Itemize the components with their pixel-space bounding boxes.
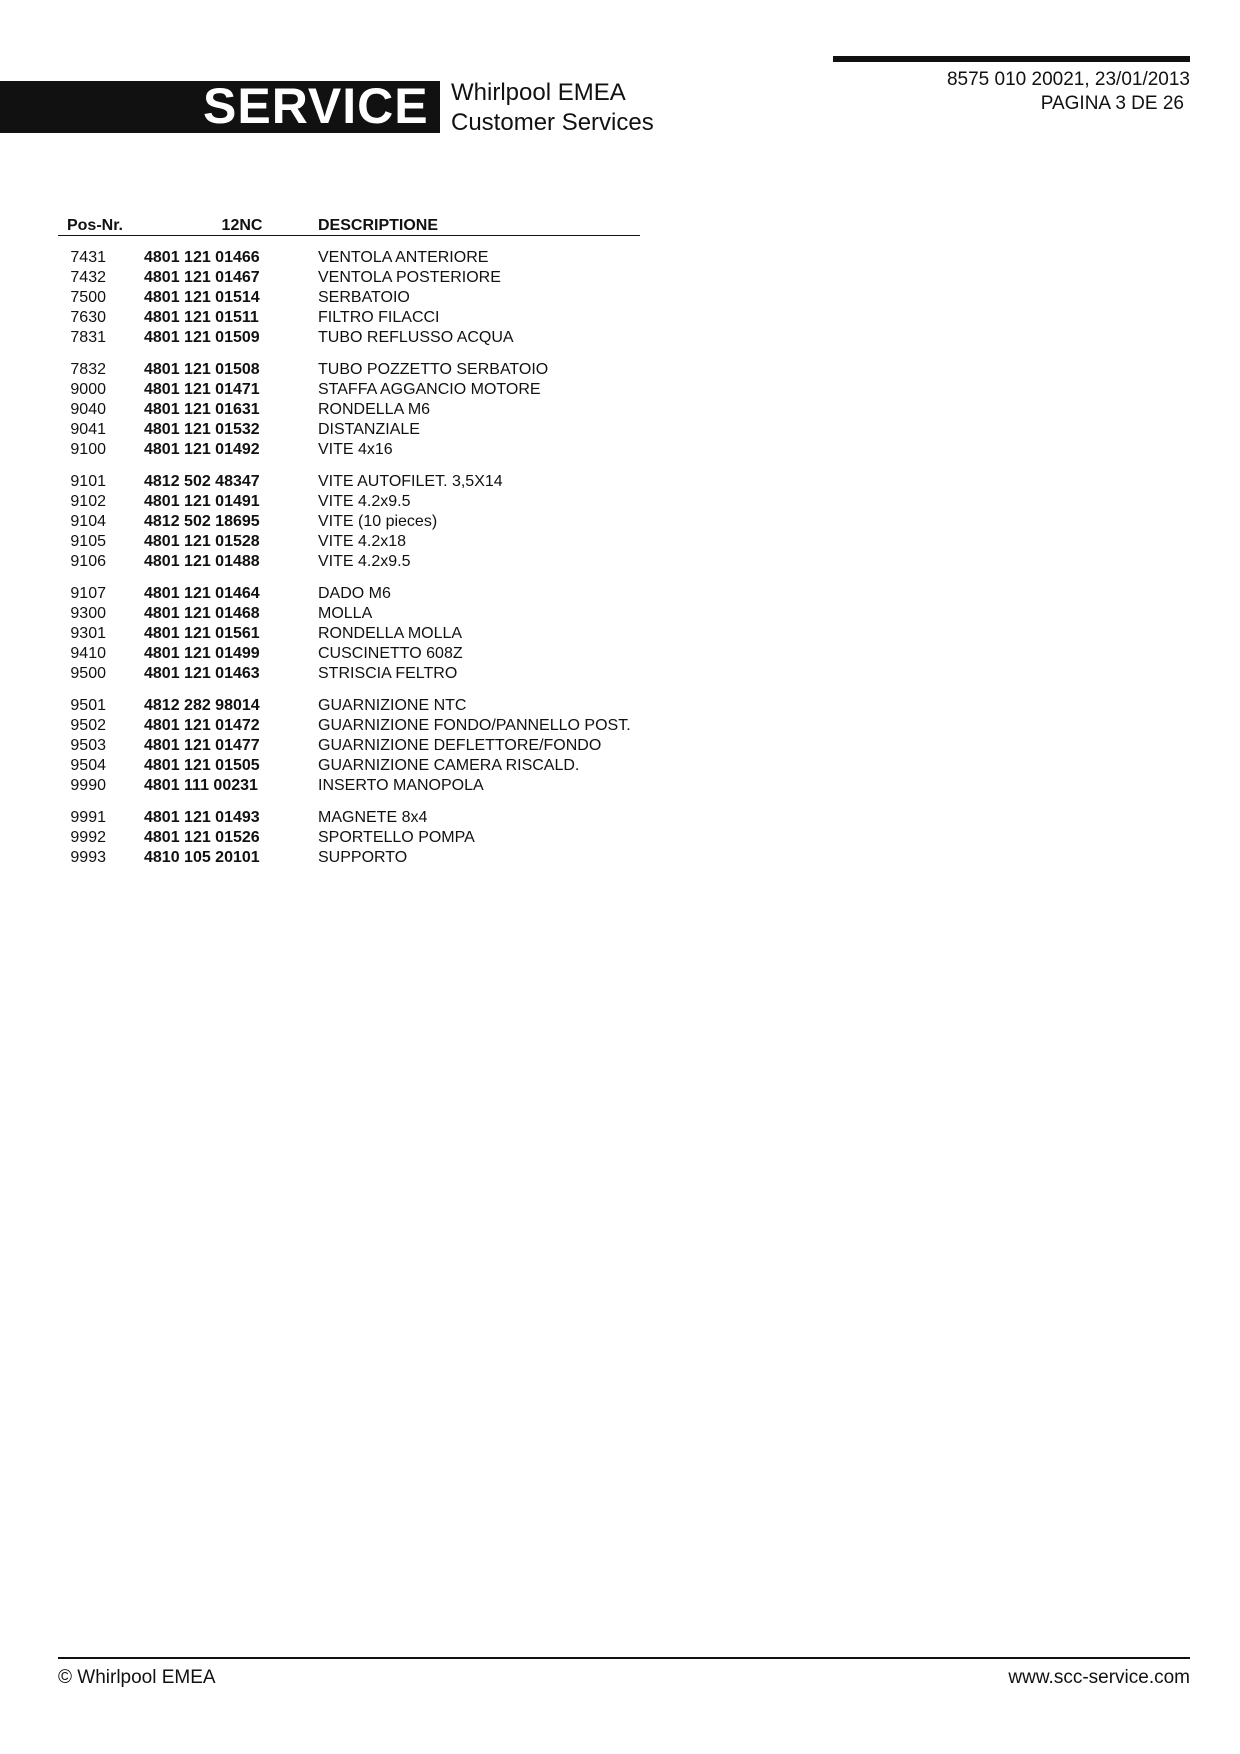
table-group-gap — [58, 460, 640, 472]
table-header-row — [58, 213, 640, 236]
table-row — [58, 308, 640, 328]
part-description: MAGNETE 8x4 — [318, 809, 428, 826]
table-row — [58, 360, 640, 380]
part-position: 9106 — [70, 553, 106, 570]
table-row — [58, 380, 640, 400]
part-description: SERBATOIO — [318, 289, 410, 306]
part-description: CUSCINETTO 608Z — [318, 645, 463, 662]
table-row — [58, 624, 640, 644]
table-row — [58, 472, 640, 492]
part-position: 9991 — [70, 809, 106, 826]
part-12nc: 4801 121 01508 — [144, 361, 260, 378]
table-row — [58, 776, 640, 796]
part-12nc: 4801 121 01472 — [144, 717, 260, 734]
column-header-pos: Pos-Nr. — [58, 213, 132, 236]
table-row — [58, 420, 640, 440]
table-row — [58, 736, 640, 756]
part-position: 9300 — [70, 605, 106, 622]
table-row — [58, 664, 640, 684]
table-row — [58, 512, 640, 532]
part-position: 9502 — [70, 717, 106, 734]
part-position: 9041 — [70, 421, 106, 438]
part-description: INSERTO MANOPOLA — [318, 777, 484, 794]
doc-number-date: 8575 010 20021, 23/01/2013 — [946, 69, 1190, 90]
table-row — [58, 584, 640, 604]
part-12nc: 4801 121 01561 — [144, 625, 260, 642]
part-description: GUARNIZIONE DEFLETTORE/FONDO — [318, 737, 602, 754]
part-position: 9104 — [70, 513, 106, 530]
table-group-gap — [58, 684, 640, 696]
part-description: VITE (10 pieces) — [318, 513, 438, 530]
part-12nc: 4801 121 01514 — [144, 289, 260, 306]
table-row — [58, 552, 640, 572]
parts-table — [58, 213, 640, 868]
part-description: VITE AUTOFILET. 3,5X14 — [318, 473, 503, 490]
part-position: 9107 — [70, 585, 106, 602]
table-row — [58, 440, 640, 460]
header-rule — [833, 56, 1190, 62]
column-header-description: DESCRIPTIONE — [318, 213, 640, 236]
part-12nc: 4801 121 01466 — [144, 249, 260, 266]
part-description: RONDELLA M6 — [318, 401, 431, 418]
part-description: VITE 4.2x9.5 — [318, 493, 411, 510]
part-description: FILTRO FILACCI — [318, 309, 440, 326]
part-description: SUPPORTO — [318, 849, 408, 866]
part-position: 7832 — [70, 361, 106, 378]
table-row — [58, 532, 640, 552]
part-12nc: 4801 121 01468 — [144, 605, 260, 622]
table-row — [58, 716, 640, 736]
part-description: SPORTELLO POMPA — [318, 829, 475, 846]
part-description: GUARNIZIONE NTC — [318, 697, 467, 714]
website-link[interactable]: www.scc-service.com — [1008, 1667, 1190, 1688]
table-row — [58, 288, 640, 308]
part-position: 9500 — [70, 665, 106, 682]
document-reference — [947, 68, 1190, 116]
part-position: 9000 — [70, 381, 106, 398]
part-12nc: 4801 121 01463 — [144, 665, 260, 682]
part-position: 9410 — [70, 645, 106, 662]
part-description: VITE 4x16 — [318, 441, 393, 458]
part-12nc: 4801 121 01511 — [144, 309, 259, 326]
part-position: 7831 — [70, 329, 106, 346]
part-description: DADO M6 — [318, 585, 391, 602]
part-description: STAFFA AGGANCIO MOTORE — [318, 381, 541, 398]
brand-line-1: Whirlpool EMEA — [451, 79, 626, 106]
part-12nc: 4801 121 01488 — [144, 553, 260, 570]
table-row — [58, 328, 640, 348]
part-description: RONDELLA MOLLA — [318, 625, 463, 642]
part-12nc: 4801 111 00231 — [144, 777, 258, 794]
part-description: VITE 4.2x9.5 — [318, 553, 411, 570]
part-12nc: 4801 121 01467 — [144, 269, 260, 286]
part-12nc: 4801 121 01528 — [144, 533, 260, 550]
part-position: 9102 — [70, 493, 106, 510]
part-12nc: 4801 121 01491 — [144, 493, 260, 510]
part-12nc: 4812 282 98014 — [144, 697, 260, 714]
table-row — [58, 492, 640, 512]
part-12nc: 4812 502 48347 — [144, 473, 260, 490]
table-row — [58, 268, 640, 288]
parts-table-body — [58, 236, 640, 869]
part-description: TUBO REFLUSSO ACQUA — [318, 329, 514, 346]
part-position: 7432 — [70, 269, 106, 286]
part-12nc: 4801 121 01464 — [144, 585, 260, 602]
part-position: 7431 — [70, 249, 106, 266]
part-position: 9992 — [70, 829, 106, 846]
brand-block — [451, 78, 654, 138]
table-row — [58, 644, 640, 664]
part-12nc: 4810 105 20101 — [144, 849, 260, 866]
part-position: 9990 — [70, 777, 106, 794]
part-position: 9501 — [70, 697, 106, 714]
part-12nc: 4801 121 01631 — [144, 401, 260, 418]
page-number: PAGINA 3 DE 26 — [1040, 93, 1184, 114]
part-description: VENTOLA ANTERIORE — [318, 249, 489, 266]
part-position: 9101 — [70, 473, 106, 490]
footer-rule — [58, 1657, 1190, 1659]
part-position: 9993 — [70, 849, 106, 866]
part-description: VENTOLA POSTERIORE — [318, 269, 501, 286]
part-description: GUARNIZIONE CAMERA RISCALD. — [318, 757, 580, 774]
part-12nc: 4801 121 01493 — [144, 809, 260, 826]
table-row — [58, 828, 640, 848]
table-row — [58, 248, 640, 268]
part-description: GUARNIZIONE FONDO/PANNELLO POST. — [318, 717, 631, 734]
service-label: SERVICE — [203, 78, 429, 134]
part-description: VITE 4.2x18 — [318, 533, 407, 550]
table-group-gap — [58, 572, 640, 584]
part-12nc: 4812 502 18695 — [144, 513, 260, 530]
table-row — [58, 756, 640, 776]
part-position: 9504 — [70, 757, 106, 774]
copyright: © Whirlpool EMEA — [58, 1667, 216, 1688]
brand-line-2: Customer Services — [451, 109, 654, 136]
part-12nc: 4801 121 01477 — [144, 737, 260, 754]
part-position: 7630 — [70, 309, 106, 326]
part-description: DISTANZIALE — [318, 421, 420, 438]
part-position: 9503 — [70, 737, 106, 754]
table-row — [58, 808, 640, 828]
part-description: MOLLA — [318, 605, 373, 622]
table-row — [58, 848, 640, 868]
table-spacer — [58, 236, 640, 249]
part-description: TUBO POZZETTO SERBATOIO — [318, 361, 549, 378]
part-12nc: 4801 121 01499 — [144, 645, 260, 662]
part-position: 9040 — [70, 401, 106, 418]
part-position: 9301 — [70, 625, 106, 642]
part-position: 7500 — [70, 289, 106, 306]
part-position: 9100 — [70, 441, 106, 458]
part-12nc: 4801 121 01492 — [144, 441, 260, 458]
table-row — [58, 400, 640, 420]
part-12nc: 4801 121 01509 — [144, 329, 260, 346]
table-group-gap — [58, 796, 640, 808]
part-description: STRISCIA FELTRO — [318, 665, 458, 682]
part-12nc: 4801 121 01526 — [144, 829, 260, 846]
part-position: 9105 — [70, 533, 106, 550]
table-row — [58, 604, 640, 624]
part-12nc: 4801 121 01532 — [144, 421, 260, 438]
part-12nc: 4801 121 01505 — [144, 757, 260, 774]
column-header-12nc: 12NC — [132, 213, 318, 236]
table-row — [58, 696, 640, 716]
table-group-gap — [58, 348, 640, 360]
part-12nc: 4801 121 01471 — [144, 381, 260, 398]
